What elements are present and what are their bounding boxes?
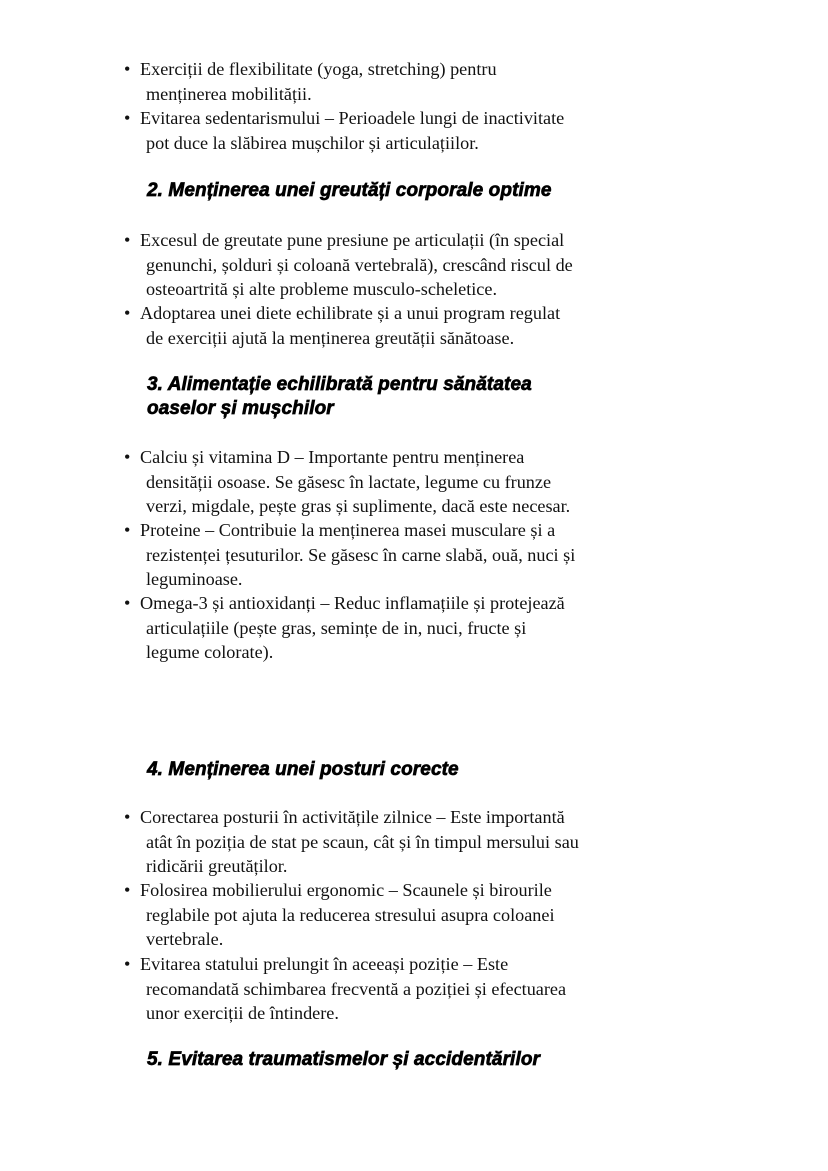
item-text: rezistenței țesuturilor. Se găsesc în carne slabă, ouă, nuci și: [146, 544, 576, 565]
item-text: Folosirea mobilierului ergonomic – Scaunele și birourile: [140, 880, 552, 900]
item-text: reglabile pot ajuta la reducerea stresului asupra coloanei: [146, 904, 555, 925]
item-text: osteoartrită și alte probleme musculo-scheletice.: [146, 279, 497, 299]
list-item: [124, 301, 560, 350]
item-text: Excesul de greutate pune presiune pe articulații (în special: [140, 230, 565, 250]
list-item: [124, 518, 575, 592]
section-heading: 5. Evitarea traumatismelor și accidentărilor: [147, 1049, 541, 1070]
item-text: densității osoase. Se găsesc în lactate, legume cu frunze: [146, 471, 552, 492]
item-text: pot duce la slăbirea mușchilor și articulațiilor.: [146, 132, 479, 153]
bullet-icon: •: [124, 59, 131, 79]
item-text: leguminoase.: [146, 569, 243, 589]
item-text: unor exerciții de întindere.: [146, 1003, 339, 1023]
item-text: legume colorate).: [146, 642, 274, 662]
item-text: Corectarea posturii în activitățile zilnice – Este importantă: [140, 807, 565, 827]
section-heading: [147, 373, 532, 421]
item-text: Adoptarea unei diete echilibrate și a unui program regulat: [140, 303, 561, 323]
list-item: [124, 952, 566, 1026]
bullet-icon: •: [124, 230, 131, 250]
item-text: atât în poziția de stat pe scaun, cât și în timpul mersului sau: [146, 831, 579, 852]
item-text: recomandată schimbarea frecventă a poziției și efectuarea: [146, 978, 567, 999]
list-item: [124, 805, 579, 879]
list-item: [124, 57, 497, 106]
section-heading: 4. Menținerea unei posturi corecte: [147, 759, 459, 780]
item-text: Proteine – Contribuie la menținerea masei musculare și a: [140, 520, 556, 540]
list-item: [124, 591, 565, 665]
bullet-icon: •: [124, 954, 131, 974]
bullet-icon: •: [124, 807, 131, 827]
bullet-icon: •: [124, 303, 131, 323]
item-text: vertebrale.: [146, 929, 224, 949]
item-text: Calciu și vitamina D – Importante pentru menținerea: [140, 447, 525, 467]
heading-line: 3. Alimentație echilibrată pentru sănătatea: [147, 374, 532, 395]
bullet-icon: •: [124, 880, 131, 900]
item-text: Evitarea statului prelungit în aceeași poziție – Este: [140, 954, 509, 974]
item-text: de exerciții ajută la menținerea greutății sănătoase.: [146, 327, 515, 348]
item-text: ridicării greutăților.: [146, 856, 288, 876]
list-item: [124, 445, 570, 519]
bullet-icon: •: [124, 447, 131, 467]
list-item: [124, 106, 564, 155]
bullet-icon: •: [124, 520, 131, 540]
bullet-icon: •: [124, 108, 131, 128]
bullet-icon: •: [124, 593, 131, 613]
item-text: Evitarea sedentarismului – Perioadele lungi de inactivitate: [140, 108, 565, 128]
list-item: [124, 228, 573, 302]
item-text: Exerciții de flexibilitate (yoga, stretching) pentru: [140, 59, 497, 79]
item-text: verzi, migdale, pește gras și suplimente, dacă este necesar.: [146, 496, 571, 516]
list-item: [124, 878, 555, 952]
item-text: menținerea mobilității.: [146, 83, 312, 104]
item-text: Omega-3 și antioxidanți – Reduc inflamațiile și protejează: [140, 593, 565, 613]
item-text: genunchi, șolduri și coloană vertebrală), crescând riscul de: [146, 254, 573, 275]
item-text: articulațiile (pește gras, semințe de in, nuci, fructe și: [146, 617, 527, 638]
section-heading: 2. Menținerea unei greutăți corporale optime: [147, 180, 552, 201]
heading-line: oaselor și mușchilor: [147, 398, 334, 419]
